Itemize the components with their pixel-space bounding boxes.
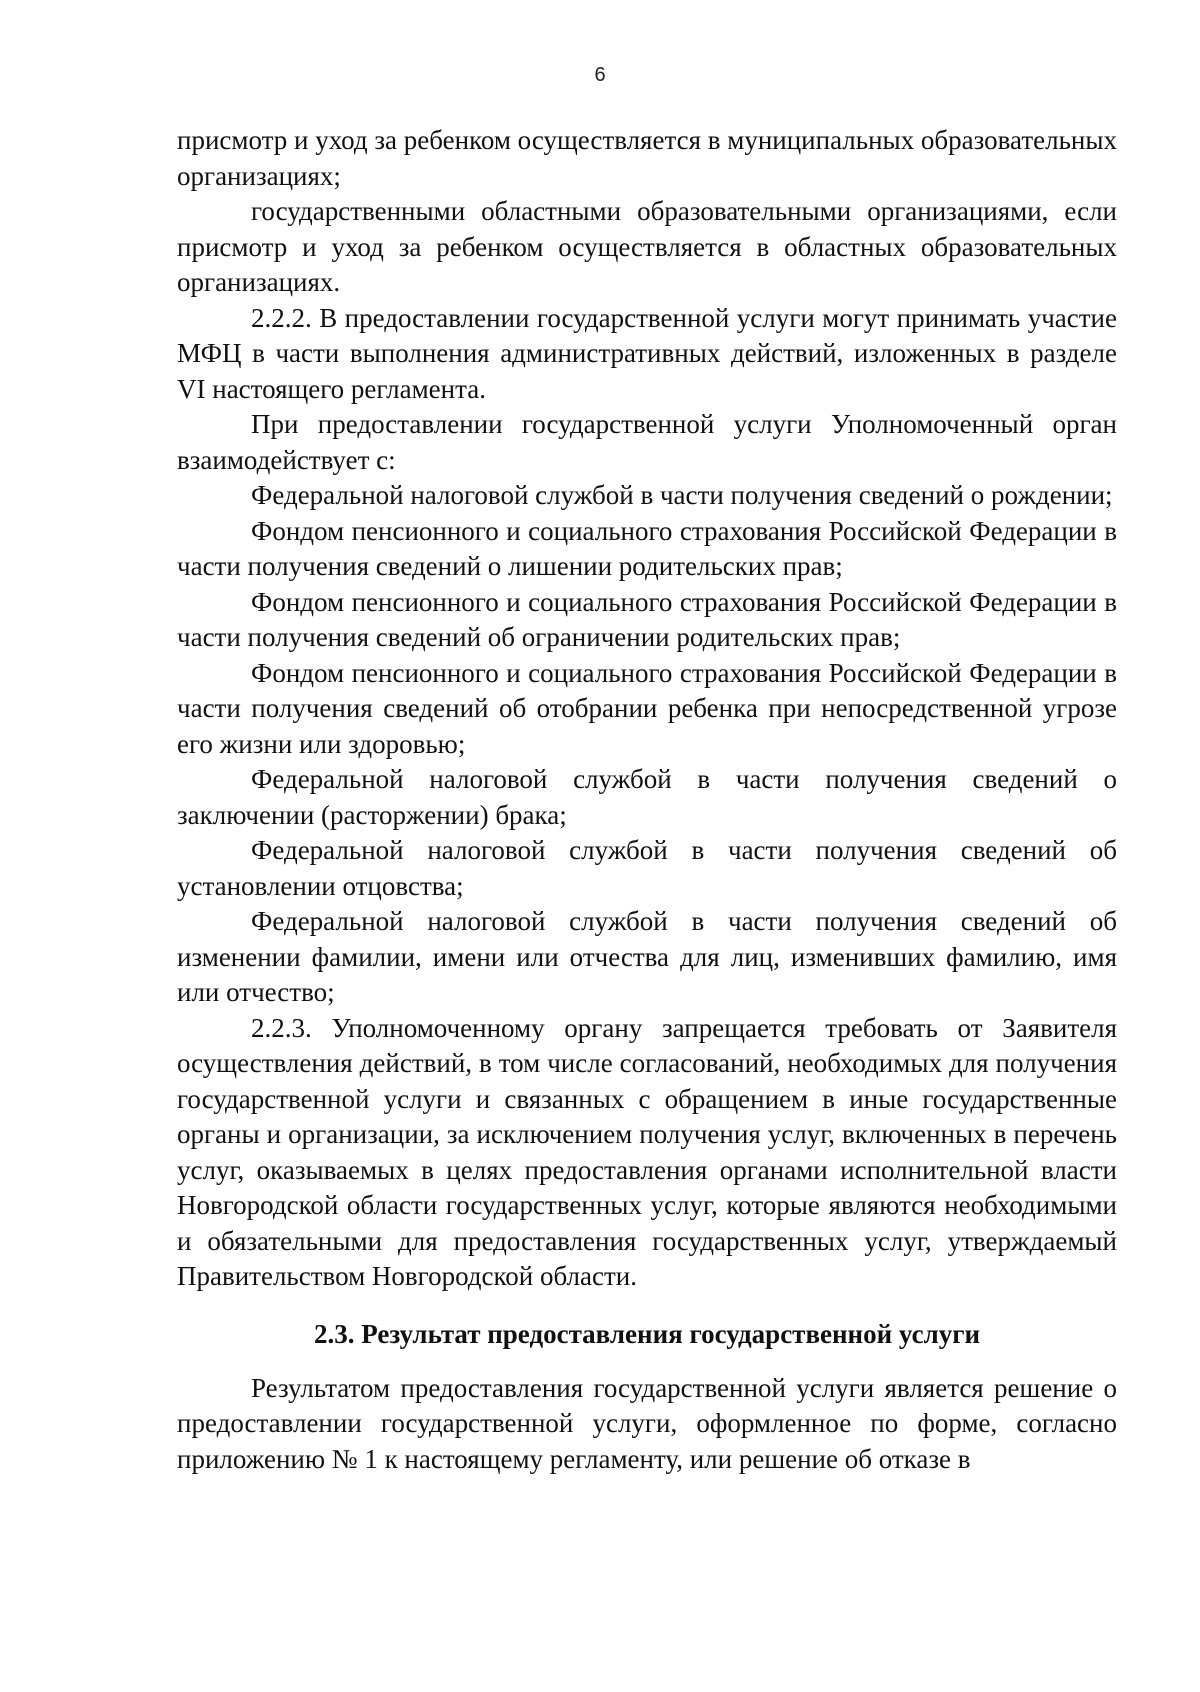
paragraph: Федеральной налоговой службой в части получения сведений об изменении фамилии, имени или отчества для лиц, изменивших фамилию, имя или отчество; <box>177 906 1117 1007</box>
paragraph: 2.2.3. Уполномоченному органу запрещается требовать от Заявителя осуществления действий, в том числе согласований, необходимых для получения государственной услуги и связанных с обращением в иные государственные органы и организации, за исключением получения услуг, включенных в перечень услуг, оказываемых в целях предоставления органами исполнительной власти Новгородской области государственных услуг, которые являются необходимыми и обязательными для предоставления государственных услуг, утверждаемый Правительством Новгородской области. <box>177 1012 1117 1291</box>
section-heading: 2.3. Результат предоставления государственной услуги <box>313 1318 981 1349</box>
page-number: 6 <box>594 64 606 86</box>
paragraph: Федеральной налоговой службой в части получения сведений об установлении отцовства; <box>177 835 1117 901</box>
paragraph: Фондом пенсионного и социального страхования Российской Федерации в части получения сведений об отобрании ребенка при непосредственной угрозе его жизни или здоровью; <box>177 657 1117 759</box>
paragraph: Фондом пенсионного и социального страхования Российской Федерации в части получения сведений об ограничении родительских прав; <box>177 586 1117 652</box>
paragraph: государственными областными образовательными организациями, если присмотр и уход за ребенком осуществляется в областных образовательных организациях. <box>177 196 1117 297</box>
paragraph: 2.2.2. В предоставлении государственной услуги могут принимать участие МФЦ в части выполнения административных действий, изложенных в разделе VI настоящего регламента. <box>177 302 1117 404</box>
paragraph: присмотр и уход за ребенком осуществляется в муниципальных образовательных организациях; <box>177 125 1117 191</box>
paragraph: При предоставлении государственной услуги Уполномоченный орган взаимодействует с: <box>177 409 1117 475</box>
paragraph: Фондом пенсионного и социального страхования Российской Федерации в части получения сведений о лишении родительских прав; <box>177 515 1117 581</box>
document-body <box>177 123 1117 1477</box>
paragraph: Результатом предоставления государственной услуги является решение о предоставлении государственной услуги, оформленное по форме, согласно приложению № 1 к настоящему регламенту, или решение об отказе в <box>177 1372 1117 1474</box>
paragraph: Федеральной налоговой службой в части получения сведений о заключении (расторжении) брака; <box>177 764 1117 830</box>
paragraph: Федеральной налоговой службой в части получения сведений о рождении; <box>251 480 1113 510</box>
